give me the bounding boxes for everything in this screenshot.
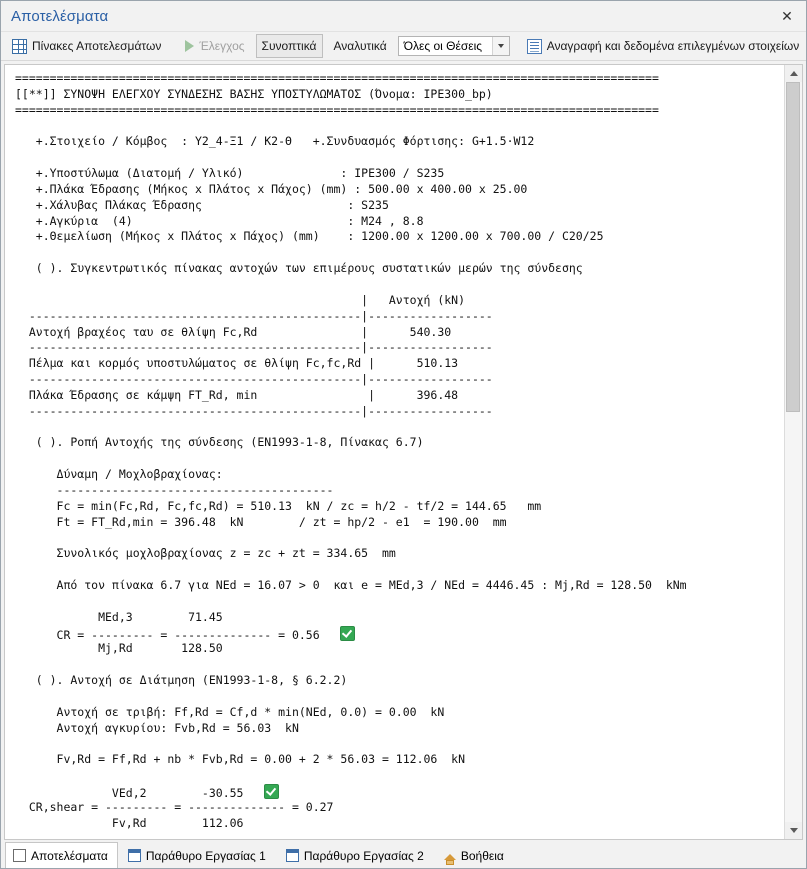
report-line (15, 277, 784, 293)
report-line: Αντοχή αγκυρίου: Fvb,Rd = 56.03 kN (15, 720, 299, 735)
report-line: ( ). Συγκεντρωτικός πίνακας αντοχών των επιμέρους συστατικών μερών της σύνδεσης (15, 261, 583, 276)
status-badge (340, 626, 355, 641)
report-line: +.Πλάκα Έδρασης (Μήκος x Πλάτος x Πάχος) (mm) : 500.00 x 400.00 x 25.00 (15, 181, 528, 196)
results-tables-label: Πίνακες Αποτελεσμάτων (32, 39, 162, 53)
results-tables-button[interactable] (7, 35, 166, 57)
report-line: Fv,Rd = Ff,Rd + nb * Fvb,Rd = 0.00 + 2 * 56.03 = 112.06 kN (15, 752, 466, 767)
report-line: Αντοχή βραχέος ταυ σε θλίψη Fc,Rd | 540.30 (15, 324, 452, 339)
report-icon (527, 39, 542, 54)
status-tab-1[interactable] (120, 842, 276, 868)
report-label: Αναγραφή και δεδομένα επιλεγμένων στοιχείων (546, 39, 800, 53)
report-line: MEd,3 71.45 (15, 609, 223, 624)
status-tab-2[interactable] (278, 842, 434, 868)
report-line: ( ). Αντοχή σε Διάτμηση (EN1993-1-8, § 6.2.2) (15, 673, 348, 688)
report-line (15, 420, 784, 436)
document-icon (13, 849, 26, 862)
report-line (15, 562, 784, 578)
report-line: Πλάκα Έδρασης σε κάμψη FT_Rd, min | 396.48 (15, 387, 459, 402)
tab-summary[interactable] (256, 34, 323, 58)
report-line (15, 119, 784, 135)
tab-summary-label: Συνοπτικά (261, 39, 317, 53)
chevron-down-icon[interactable] (492, 37, 509, 55)
page-title: Αποτελέσματα (11, 7, 109, 25)
scrollbar-thumb[interactable] (786, 82, 800, 412)
report-line (15, 594, 784, 610)
report-line (15, 736, 784, 752)
report-line (15, 245, 784, 261)
report-line: [[**]] ΣΥΝΟΨΗ ΕΛΕΓΧΟΥ ΣΥΝΔΕΣΗΣ ΒΑΣΗΣ ΥΠΟΣΤΥΛΩΜΑΤΟΣ (Όνομα: IPE300_bp) (15, 86, 493, 101)
report-line: ------------------------------------------------|------------------ (15, 403, 493, 418)
scrollbar-track[interactable] (785, 82, 802, 822)
report-line: +.Χάλυβας Πλάκας Έδρασης : S235 (15, 197, 389, 212)
report-line (15, 657, 784, 673)
report-line (15, 768, 784, 784)
window-icon (286, 849, 299, 862)
status-tab-0[interactable] (5, 842, 118, 868)
report-panel (4, 64, 803, 840)
close-icon[interactable]: ✕ (781, 7, 793, 24)
report-line: Fc = min(Fc,Rd, Fc,fc,Rd) = 510.13 kN / zc = h/2 - tf/2 = 144.65 mm (15, 498, 542, 513)
positions-select-value: Όλες οι Θέσεις (403, 39, 483, 53)
report-line: Ft = FT_Rd,min = 396.48 kN / zt = hp/2 - e1 = 190.00 mm (15, 514, 507, 529)
report-line: ------------------------------------------------|------------------ (15, 308, 493, 323)
table-icon (12, 39, 27, 54)
report-line: Δύναμη / Μοχλοβραχίονας: (15, 467, 223, 482)
status-tab-label: Παράθυρο Εργασίας 2 (303, 848, 424, 863)
report-line: Mj,Rd 128.50 (15, 641, 223, 656)
report-line (15, 451, 784, 467)
report-line (15, 530, 784, 546)
report-text[interactable] (5, 65, 784, 839)
report-line: Πέλμα και κορμός υποστυλώματος σε θλίψη Fc,fc,Rd | 510.13 (15, 356, 459, 371)
report-button[interactable] (522, 35, 805, 57)
tab-detailed-label: Αναλυτικά (333, 39, 387, 53)
home-icon (444, 854, 456, 860)
scroll-down-icon[interactable] (785, 822, 802, 839)
report-line: Αντοχή σε τριβή: Ff,Rd = Cf,d * min(NEd, 0.0) = 0.00 kN (15, 704, 445, 719)
report-line (15, 150, 784, 166)
title-bar (1, 1, 806, 32)
play-icon (185, 40, 194, 52)
vertical-scrollbar[interactable] (784, 65, 802, 839)
status-tab-label: Βοήθεια (460, 848, 504, 863)
report-line: | Αντοχή (kN) (15, 292, 466, 307)
positions-select[interactable] (398, 36, 510, 56)
report-line: ============================================================================================= (15, 71, 659, 85)
report-line: ------------------------------------------------|------------------ (15, 372, 493, 387)
report-line: Fv,Rd 112.06 (15, 815, 244, 830)
report-line: CR,shear = --------- = -------------- = 0.27 (15, 799, 334, 814)
report-line: VEd,2 -30.55 (15, 784, 784, 800)
status-tab-3[interactable] (436, 842, 514, 868)
status-tab-label: Αποτελέσματα (31, 848, 108, 863)
toolbar (1, 32, 806, 61)
report-line: +.Υποστύλωμα (Διατομή / Υλικό) : IPE300 / S235 (15, 166, 445, 181)
report-line: +.Αγκύρια (4) : M24 , 8.8 (15, 213, 424, 228)
scroll-up-icon[interactable] (785, 65, 802, 82)
check-button[interactable] (178, 35, 249, 57)
report-line: ( ). Ροπή Αντοχής της σύνδεσης (EN1993-1-8, Πίνακας 6.7) (15, 435, 424, 450)
report-line: Από τον πίνακα 6.7 για NEd = 16.07 > 0 και e = MEd,3 / NEd = 4446.45 : Mj,Rd = 128.50 kNm (15, 578, 687, 592)
report-line: +.Στοιχείο / Κόμβος : Y2_4-Ξ1 / K2-Θ +.Συνδυασμός Φόρτισης: G+1.5·W12 (15, 134, 535, 149)
report-line: +.Θεμελίωση (Μήκος x Πλάτος x Πάχος) (mm) : 1200.00 x 1200.00 x 700.00 / C20/25 (15, 229, 604, 244)
report-line: Συνολικός μοχλοβραχίονας z = zc + zt = 334.65 mm (15, 546, 396, 561)
check-label: Έλεγχος (199, 39, 245, 53)
status-badge (264, 784, 279, 799)
status-bar (1, 840, 806, 868)
tab-detailed[interactable] (329, 35, 392, 57)
report-line: ---------------------------------------- (15, 482, 334, 497)
report-line: ------------------------------------------------|------------------ (15, 340, 493, 355)
window-icon (128, 849, 141, 862)
report-line (15, 689, 784, 705)
status-tab-label: Παράθυρο Εργασίας 1 (145, 848, 266, 863)
report-line: CR = --------- = -------------- = 0.56 (15, 626, 784, 642)
report-line: ============================================================================================= (15, 102, 659, 117)
